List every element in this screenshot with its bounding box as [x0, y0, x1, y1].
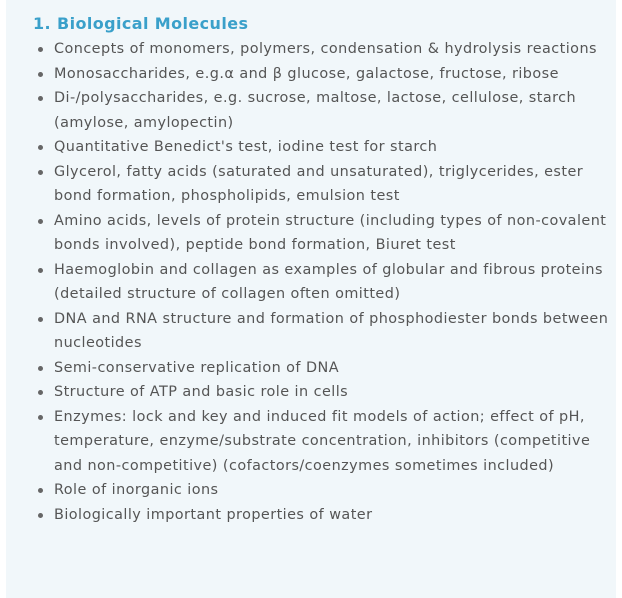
- bullet-icon: [38, 170, 43, 175]
- bullet-icon: [38, 390, 43, 395]
- list-item: [33, 258, 618, 307]
- list-item: [33, 405, 618, 479]
- bullet-icon: [38, 219, 43, 224]
- list-item: [33, 160, 618, 209]
- bullet-icon: [38, 488, 43, 493]
- list-item-text: Monosaccharides, e.g.α and β glucose, galactose, fructose, ribose: [54, 65, 559, 82]
- topic-list: [33, 37, 618, 527]
- list-item: [33, 135, 618, 160]
- list-item: [33, 37, 618, 62]
- list-item-text: DNA and RNA structure and formation of phosphodiester bonds between nucleotides: [54, 310, 609, 351]
- list-item: [33, 356, 618, 381]
- bullet-icon: [38, 366, 43, 371]
- bullet-icon: [38, 96, 43, 101]
- bullet-icon: [38, 317, 43, 322]
- list-item-text: Di-/polysaccharides, e.g. sucrose, maltose, lactose, cellulose, starch (amylose, amylopectin): [54, 90, 577, 131]
- list-item-text: Enzymes: lock and key and induced fit models of action; effect of pH, temperature, enzyme/substrate concentration, inhibitors (competitive and non-competitive) (cofactors/coenzymes sometimes included): [54, 408, 591, 474]
- list-item-text: Biologically important properties of water: [54, 506, 373, 523]
- list-item-text: Haemoglobin and collagen as examples of globular and fibrous proteins (detailed structure of collagen often omitted): [54, 261, 603, 302]
- list-item: [33, 503, 618, 528]
- section-heading: 1. Biological Molecules: [33, 14, 249, 33]
- list-item-text: Semi-conservative replication of DNA: [54, 359, 340, 376]
- bullet-icon: [38, 268, 43, 273]
- list-item: [33, 62, 618, 87]
- list-item-text: Quantitative Benedict's test, iodine test for starch: [54, 139, 438, 155]
- list-item-text: Concepts of monomers, polymers, condensation & hydrolysis reactions: [54, 41, 597, 57]
- list-item: [33, 307, 618, 356]
- bullet-icon: [38, 72, 43, 77]
- list-item-text: Glycerol, fatty acids (saturated and unsaturated), triglycerides, ester bond formation, phospholipids, emulsion test: [54, 163, 584, 204]
- list-item: [33, 478, 618, 503]
- bullet-icon: [38, 145, 43, 150]
- list-item: [33, 86, 618, 135]
- list-item-text: Structure of ATP and basic role in cells: [54, 384, 349, 400]
- bullet-icon: [38, 47, 43, 52]
- list-item: [33, 209, 618, 258]
- bullet-icon: [38, 513, 43, 518]
- list-item-text: Amino acids, levels of protein structure (including types of non-covalent bonds involved), peptide bond formation, Biuret test: [54, 212, 607, 253]
- list-item: [33, 380, 618, 405]
- content-panel: [6, 0, 616, 598]
- list-item-text: Role of inorganic ions: [54, 482, 219, 498]
- bullet-icon: [38, 415, 43, 420]
